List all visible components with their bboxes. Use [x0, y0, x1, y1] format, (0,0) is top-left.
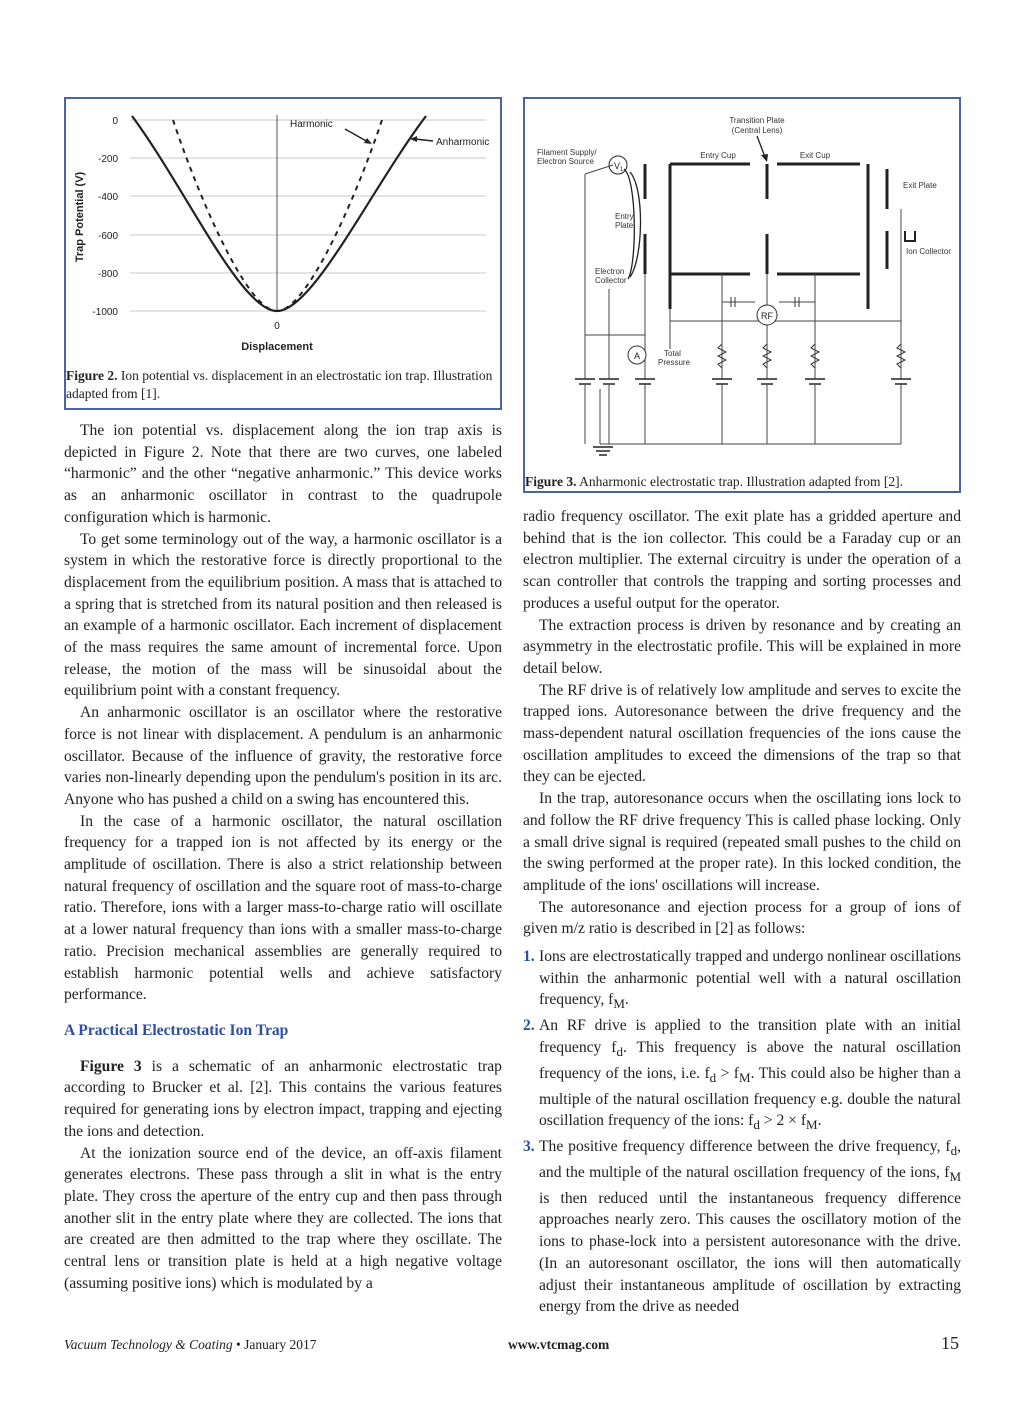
footer-url[interactable]: www.vtcmag.com — [508, 1337, 610, 1352]
footer-journal — [64, 1337, 316, 1353]
x-axis-label: Displacement — [241, 341, 313, 353]
left-column — [64, 420, 502, 1294]
body-text: is a schematic of an anharmonic electrostatic trap according to Brucker et al. [2]. This contains the various features required for generating ions by electron impact, trapping and ejecting the ions and detection. — [64, 1057, 502, 1140]
y-tick-label: -800 — [97, 269, 118, 280]
label-exit-cup: Exit Cup — [799, 151, 831, 160]
figure-3-schematic — [525, 99, 959, 459]
y-axis-label: Trap Potential (V) — [74, 171, 86, 263]
list-item-text: The positive frequency difference between the drive frequency, f — [539, 1138, 951, 1156]
right-column — [523, 506, 961, 1318]
x-tick-label: 0 — [274, 321, 280, 332]
body-paragraph: In the trap, autoresonance occurs when the oscillating ions lock to and follow the RF drive frequency This is called phase locking. Only a small drive signal is required (repeated small pushes to the child on the swing performed at the proper rate). In this locked condition, the amplitude of the ions' oscillations will increase. — [523, 790, 961, 894]
body-paragraph — [64, 1056, 502, 1143]
label-v1-letter: V — [614, 161, 621, 171]
label-exit-plate: Exit Plate — [903, 181, 937, 190]
list-item-number: 3. — [523, 1138, 535, 1156]
label-ion-collector: Ion Collector — [906, 247, 951, 256]
label-filament-supply: Filament Supply/ — [537, 148, 597, 157]
label-collector: Collector — [595, 276, 627, 285]
label-central-lens: (Central Lens) — [731, 126, 783, 135]
figure-3 — [523, 97, 961, 493]
process-steps-list — [523, 946, 961, 1318]
body-paragraph: The RF drive is of relatively low amplitude and serves to excite the trapped ions. Autoresonance between the drive frequency and the mass-dependent natural oscillation frequencies of the ions cause the oscillation amplitudes to exceed the dimensions of the trap so that they can be ejected. — [523, 681, 961, 786]
label-entry-cup: Entry Cup — [700, 151, 736, 160]
body-paragraph: An anharmonic oscillator is an oscillator where the restorative force is not linear with displacement. A pendulum is an anharmonic oscillator. Because of the influence of gravity, the restorative force varies non-linearly depending upon the pendulum's position in its arc. Anyone who has pushed a child on a swing has encountered this. — [64, 704, 502, 808]
figure-3-reference: Figure 3 — [80, 1057, 142, 1075]
list-item — [523, 1136, 961, 1318]
list-item-number: 1. — [523, 948, 535, 966]
list-item-text: . This frequency is above the natural oscillation frequency of the ions, i.e. f — [539, 1038, 961, 1082]
body-paragraph: In the case of a harmonic oscillator, the natural oscillation frequency for a trapped ion is not affected by its energy or the amplitude of oscillation. There is also a strict relationship between natural frequency of oscillation and the square root of mass-to-charge ratio. Therefore, ions with a larger mass-to-charge ratio will oscillate at a lower natural frequency than ions with a smaller mass-to-charge ratio. Precision mechanical assemblies are generally required to establish harmonic potential wells and achieve satisfactory performance. — [64, 812, 502, 1004]
label-electron-source: Electron Source — [537, 157, 594, 166]
list-item-text: . This could also be higher than a multiple of the natural oscillation frequency e.g. double the natural oscillation frequency of the ions: f — [539, 1064, 961, 1130]
label-v1-subscript: 1 — [620, 167, 624, 173]
list-item-text: . — [624, 991, 629, 1009]
subscript: M — [613, 996, 625, 1012]
y-tick-label: -200 — [97, 154, 118, 165]
footer-bullet: • — [236, 1337, 241, 1352]
figure-3-caption-text: Anharmonic electrostatic trap. Illustration adapted from [2]. — [579, 474, 904, 489]
figure-2-caption-label: Figure 2. — [66, 368, 118, 383]
figure-2-chart — [66, 99, 500, 359]
list-item-text: . — [817, 1112, 822, 1130]
figure-2 — [64, 97, 502, 410]
list-item-text: Ions are electrostatically trapped and undergo nonlinear oscillations within the anharmonic potential well with a natural oscillation frequency, f — [539, 948, 961, 1009]
list-item-text: An RF drive is applied to the transition plate with an initial frequency f — [539, 1017, 961, 1056]
list-item-text: > f — [716, 1064, 739, 1082]
label-entry: Entry — [615, 212, 634, 221]
page-number: 15 — [941, 1333, 959, 1353]
figure-3-caption — [525, 473, 961, 491]
label-pressure: Pressure — [658, 358, 691, 367]
subscript: M — [806, 1117, 818, 1133]
body-paragraph: At the ionization source end of the device, an off-axis filament generates electrons. These pass through a slit in what is the entry plate. They cross the aperture of the entry cup and then pass through another slit in the entry plate where they are collected. The ions that are created are then admitted to the trap where they oscillate. The central lens or transition plate is held at a high negative voltage (assuming positive ions) which is modulated by a — [64, 1144, 502, 1292]
list-item — [523, 946, 961, 1015]
body-paragraph: The extraction process is driven by resonance and by creating an asymmetry in the electrostatic profile. This will be explained in more detail below. — [523, 616, 961, 677]
subscript: d — [616, 1044, 623, 1060]
list-item-text: , and the multiple of the natural oscillation frequency of the ions, f — [539, 1138, 961, 1181]
list-item — [523, 1015, 961, 1136]
y-tick-label: -1000 — [92, 307, 118, 318]
issue-date: January 2017 — [244, 1337, 317, 1352]
figure-2-caption-text: Ion potential vs. displacement in an electrostatic ion trap. Illustration adapted from [1]. — [66, 368, 493, 401]
figure-3-caption-label: Figure 3. — [525, 474, 577, 489]
subscript: d — [950, 1143, 958, 1159]
label-ammeter: A — [633, 351, 641, 361]
body-paragraph: The ion potential vs. displacement along the ion trap axis is depicted in Figure 2. Note that there are two curves, one labeled “harmonic” and the other “negative anharmonic.” This device works as an anharmonic oscillator in contrast to the quadrupole configuration which is harmonic. — [64, 422, 502, 526]
subscript: d — [709, 1069, 717, 1085]
list-item-number: 2. — [523, 1017, 535, 1035]
label-rf: RF — [761, 311, 773, 321]
label-transition-plate: Transition Plate — [729, 116, 785, 125]
label-electron: Electron — [595, 267, 625, 276]
section-heading: A Practical Electrostatic Ion Trap — [64, 1021, 289, 1039]
anharmonic-label: Anharmonic — [436, 137, 490, 148]
subscript: d — [753, 1117, 760, 1133]
label-plate: Plate — [615, 221, 634, 230]
body-paragraph: To get some terminology out of the way, a harmonic oscillator is a system in which the restorative force is directly proportional to the displacement from the equilibrium position. A mass that is attached to a spring that is stretched from its natural position and then released is an example of a harmonic oscillator. Each increment of displacement of the mass requires the same amount of incremental force. Upon release, the motion of the mass will be sinusoidal about the equilibrium point with a constant frequency. — [64, 530, 502, 700]
y-tick-label: -600 — [97, 231, 118, 242]
body-paragraph: radio frequency oscillator. The exit plate has a gridded aperture and behind that is the ion collector. This could be a Faraday cup or an electron multiplier. The external circuitry is under the operation of a scan controller that controls the trapping and sorting processes and produces a useful output for the operator. — [523, 508, 961, 612]
harmonic-label: Harmonic — [290, 119, 333, 130]
figure-2-caption — [66, 367, 502, 403]
body-paragraph: The autoresonance and ejection process for a group of ions of given m/z ratio is described in [2] as follows: — [523, 898, 961, 938]
list-item-text: is then reduced until the instantaneous frequency difference approaches nearly zero. This causes the oscillatory motion of the ions to phase-lock into a persistent autoresonance with the drive. (In an autoresonant oscillator, the ions will then automatically adjust their instantaneous amplitude of oscillation by extracting energy from the drive as needed — [539, 1189, 961, 1316]
journal-name: Vacuum Technology & Coating — [64, 1337, 233, 1352]
harmonic-curve — [132, 116, 426, 311]
label-total: Total — [664, 349, 681, 358]
list-item-text: > 2 × f — [759, 1112, 807, 1130]
y-tick-label: 0 — [112, 116, 118, 127]
subscript: M — [739, 1069, 751, 1085]
subscript: M — [949, 1169, 961, 1185]
y-tick-label: -400 — [97, 192, 118, 203]
